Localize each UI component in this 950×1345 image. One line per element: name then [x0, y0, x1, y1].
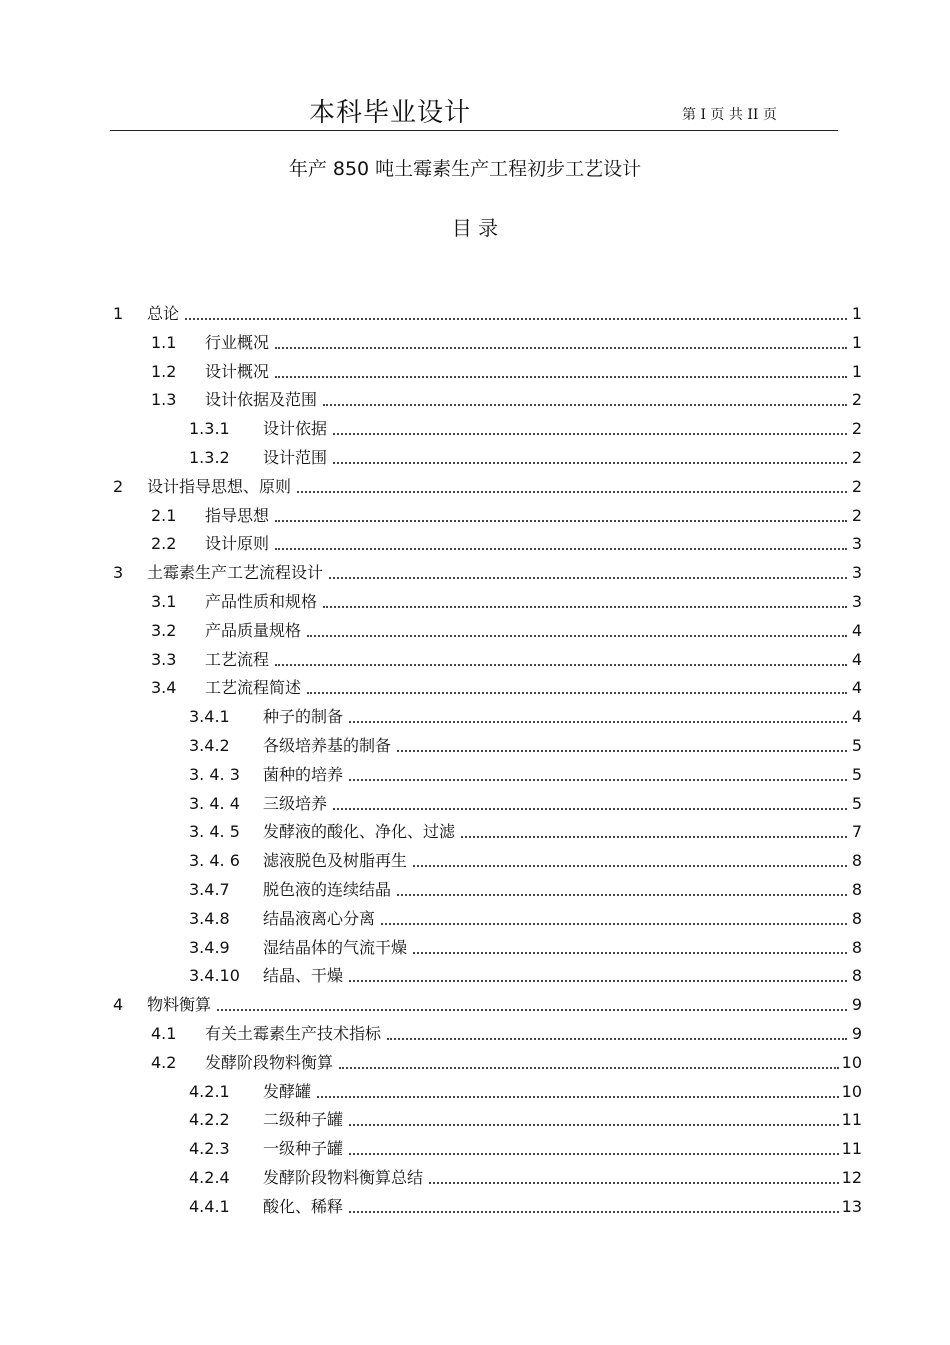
toc-entry-page: 1	[851, 333, 862, 352]
toc-entry-number: 4.4.1	[189, 1197, 230, 1216]
toc-entry-label: 产品性质和规格	[205, 592, 318, 611]
toc-leader-dots	[323, 606, 847, 608]
toc-leader-dots	[413, 865, 847, 867]
toc-entry-number: 3.4.10	[189, 966, 240, 985]
toc-entry[interactable]	[189, 901, 862, 929]
toc-entry[interactable]	[189, 958, 862, 986]
toc-entry-number: 3	[113, 563, 124, 582]
toc-entry[interactable]	[151, 613, 862, 641]
toc-entry[interactable]	[151, 584, 862, 612]
toc-entry-label: 指导思想	[205, 506, 270, 525]
toc-entry-page: 4	[851, 621, 862, 640]
toc-entry[interactable]	[151, 382, 862, 410]
toc-entry-number: 4	[113, 995, 124, 1014]
toc-leader-dots	[275, 376, 847, 378]
toc-entry-number: 1.3	[151, 390, 177, 409]
toc-entry-number: 3. 4. 3	[189, 765, 240, 784]
toc-entry-label: 总论	[147, 304, 180, 323]
toc-entry-label: 工艺流程简述	[205, 678, 302, 697]
toc-entry-label: 发酵阶段物料衡算	[205, 1053, 334, 1072]
toc-entry[interactable]	[189, 411, 862, 439]
toc-entry-number: 4.2.4	[189, 1168, 230, 1187]
toc-entry-page: 11	[841, 1110, 862, 1129]
toc-entry[interactable]	[113, 296, 862, 324]
toc-entry-number: 3. 4. 5	[189, 822, 240, 841]
toc-entry-label: 菌种的培养	[263, 765, 344, 784]
toc-entry-label: 各级培养基的制备	[263, 736, 392, 755]
toc-entry[interactable]	[189, 440, 862, 468]
toc-entry-number: 1.3.2	[189, 448, 230, 467]
toc-leader-dots	[275, 664, 847, 666]
toc-entry-page: 8	[851, 938, 862, 957]
toc-entry-page: 7	[851, 822, 862, 841]
toc-entry[interactable]	[189, 1102, 862, 1130]
toc-entry-number: 3. 4. 6	[189, 851, 240, 870]
toc-entry-page: 5	[851, 794, 862, 813]
toc-entry-page: 3	[851, 592, 862, 611]
toc-entry-page: 5	[851, 765, 862, 784]
toc-leader-dots	[323, 404, 847, 406]
toc-entry[interactable]	[189, 843, 862, 871]
toc-entry[interactable]	[113, 555, 862, 583]
toc-entry-page: 1	[851, 304, 862, 323]
toc-entry-number: 3.4.8	[189, 909, 230, 928]
toc-entry[interactable]	[189, 699, 862, 727]
toc-entry[interactable]	[151, 670, 862, 698]
toc-entry-label: 脱色液的连续结晶	[263, 880, 392, 899]
toc-entry-page: 10	[841, 1082, 862, 1101]
toc-entry-label: 酸化、稀释	[263, 1197, 344, 1216]
toc-entry-label: 一级种子罐	[263, 1139, 344, 1158]
toc-leader-dots	[381, 923, 847, 925]
toc-entry-number: 4.2.3	[189, 1139, 230, 1158]
toc-entry-label: 物料衡算	[147, 995, 212, 1014]
toc-entry[interactable]	[189, 757, 862, 785]
toc-leader-dots	[275, 347, 847, 349]
toc-leader-dots	[349, 721, 847, 723]
toc-entry-number: 3. 4. 4	[189, 794, 240, 813]
toc-entry-number: 2.2	[151, 534, 177, 553]
toc-leader-dots	[339, 1067, 839, 1069]
toc-entry-number: 3.4.1	[189, 707, 230, 726]
toc-entry[interactable]	[189, 1074, 862, 1102]
toc-leader-dots	[217, 1009, 847, 1011]
toc-entry[interactable]	[189, 1160, 862, 1188]
toc-entry-label: 发酵阶段物料衡算总结	[263, 1168, 424, 1187]
toc-entry-number: 3.4.2	[189, 736, 230, 755]
toc-entry-page: 2	[851, 506, 862, 525]
toc-leader-dots	[307, 635, 847, 637]
toc-entry[interactable]	[151, 526, 862, 554]
toc-entry-page: 9	[851, 1024, 862, 1043]
toc-entry-number: 1.1	[151, 333, 177, 352]
toc-entry-page: 11	[841, 1139, 862, 1158]
toc-leader-dots	[329, 577, 847, 579]
toc-entry-number: 3.2	[151, 621, 177, 640]
toc-entry-label: 有关土霉素生产技术指标	[205, 1024, 382, 1043]
toc-entry-label: 设计原则	[205, 534, 270, 553]
toc-entry[interactable]	[189, 1131, 862, 1159]
toc-entry-label: 设计依据及范围	[205, 390, 318, 409]
toc-leader-dots	[349, 1153, 839, 1155]
toc-entry-label: 二级种子罐	[263, 1110, 344, 1129]
toc-leader-dots	[185, 318, 847, 320]
toc-entry[interactable]	[151, 642, 862, 670]
toc-entry-label: 发酵罐	[263, 1082, 312, 1101]
toc-leader-dots	[397, 894, 847, 896]
toc-entry-label: 发酵液的酸化、净化、过滤	[263, 822, 456, 841]
toc-heading: 目 录	[451, 216, 499, 240]
toc-entry-page: 8	[851, 966, 862, 985]
toc-entry-page: 4	[851, 678, 862, 697]
toc-leader-dots	[317, 1096, 839, 1098]
toc-entry[interactable]	[189, 930, 862, 958]
toc-entry-number: 3.4.9	[189, 938, 230, 957]
toc-entry-page: 2	[851, 448, 862, 467]
toc-entry-label: 种子的制备	[263, 707, 344, 726]
toc-entry[interactable]	[189, 872, 862, 900]
toc-leader-dots	[307, 692, 847, 694]
toc-entry[interactable]	[189, 728, 862, 756]
toc-entry-page: 3	[851, 563, 862, 582]
toc-entry-label: 设计概况	[205, 362, 270, 381]
toc-entry-page: 2	[851, 390, 862, 409]
toc-leader-dots	[333, 433, 847, 435]
toc-entry-label: 工艺流程	[205, 650, 270, 669]
header-divider	[110, 130, 838, 131]
toc-leader-dots	[275, 548, 847, 550]
toc-leader-dots	[387, 1038, 847, 1040]
toc-leader-dots	[397, 750, 847, 752]
toc-entry-number: 1.3.1	[189, 419, 230, 438]
toc-entry[interactable]	[113, 469, 862, 497]
toc-entry-page: 2	[851, 477, 862, 496]
toc-entry-label: 结晶、干燥	[263, 966, 344, 985]
toc-entry-number: 1.2	[151, 362, 177, 381]
toc-entry-page: 13	[841, 1197, 862, 1216]
toc-entry[interactable]	[113, 987, 862, 1015]
toc-entry[interactable]	[151, 325, 862, 353]
toc-entry-label: 行业概况	[205, 333, 270, 352]
toc-entry-page: 4	[851, 650, 862, 669]
toc-entry-number: 3.4.7	[189, 880, 230, 899]
toc-entry-page: 8	[851, 851, 862, 870]
toc-entry-number: 2	[113, 477, 124, 496]
toc-leader-dots	[275, 520, 847, 522]
toc-entry-page: 4	[851, 707, 862, 726]
toc-entry-label: 设计范围	[263, 448, 328, 467]
toc-entry-label: 设计依据	[263, 419, 328, 438]
toc-entry-page: 1	[851, 362, 862, 381]
toc-entry-number: 1	[113, 304, 124, 323]
toc-entry[interactable]	[189, 814, 862, 842]
toc-entry-number: 2.1	[151, 506, 177, 525]
toc-entry[interactable]	[151, 498, 862, 526]
toc-entry-label: 产品质量规格	[205, 621, 302, 640]
toc-entry[interactable]	[151, 354, 862, 382]
toc-entry-label: 土霉素生产工艺流程设计	[147, 563, 324, 582]
toc-leader-dots	[429, 1182, 839, 1184]
toc-entry-label: 三级培养	[263, 794, 328, 813]
toc-leader-dots	[333, 462, 847, 464]
toc-entry[interactable]	[151, 1016, 862, 1044]
toc-entry-page: 8	[851, 909, 862, 928]
toc-entry-number: 3.1	[151, 592, 177, 611]
document-title: 年产 850 吨土霉素生产工程初步工艺设计	[288, 158, 642, 180]
toc-entry[interactable]	[151, 1045, 862, 1073]
toc-entry-page: 12	[841, 1168, 862, 1187]
toc-entry-number: 3.4	[151, 678, 177, 697]
toc-leader-dots	[333, 808, 847, 810]
toc-leader-dots	[349, 779, 847, 781]
header-page-info: 第 I 页 共 II 页	[682, 107, 777, 123]
toc-entry-page: 3	[851, 534, 862, 553]
toc-entry[interactable]	[189, 1189, 862, 1217]
toc-entry-page: 8	[851, 880, 862, 899]
toc-entry-label: 湿结晶体的气流干燥	[263, 938, 408, 957]
toc-entry-page: 10	[841, 1053, 862, 1072]
toc-entry-label: 结晶液离心分离	[263, 909, 376, 928]
toc-entry-number: 3.3	[151, 650, 177, 669]
header-title: 本科毕业设计	[308, 98, 471, 128]
toc-entry[interactable]	[189, 786, 862, 814]
toc-entry-number: 4.2	[151, 1053, 177, 1072]
toc-entry-number: 4.2.1	[189, 1082, 230, 1101]
toc-leader-dots	[461, 836, 847, 838]
toc-entry-page: 5	[851, 736, 862, 755]
toc-entry-number: 4.2.2	[189, 1110, 230, 1129]
toc-entry-page: 2	[851, 419, 862, 438]
toc-entry-page: 9	[851, 995, 862, 1014]
toc-leader-dots	[349, 1211, 839, 1213]
toc-entry-number: 4.1	[151, 1024, 177, 1043]
toc-leader-dots	[349, 980, 847, 982]
toc-entry-label: 滤液脱色及树脂再生	[263, 851, 408, 870]
toc-entry-label: 设计指导思想、原则	[147, 477, 292, 496]
toc-leader-dots	[413, 952, 847, 954]
toc-leader-dots	[297, 491, 847, 493]
toc-leader-dots	[349, 1124, 839, 1126]
